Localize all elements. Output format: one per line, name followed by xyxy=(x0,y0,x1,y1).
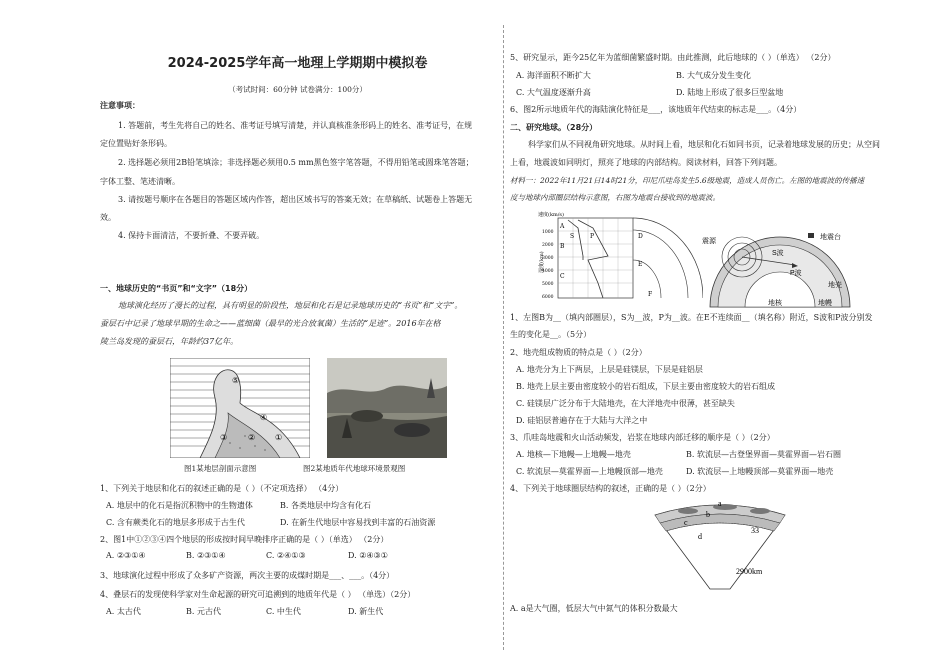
notice-line: 2. 选择题必须用2B铅笔填涂；非选择题必须用0.5 mm黑色签字笔答题，不得用铅笔或圆珠笔答题； xyxy=(118,158,474,167)
fig1-label: ④ xyxy=(260,413,268,422)
notice-line: 3. 请按题号顺序在各题目的答题区域内作答，超出区域书写的答案无效；在草稿纸、试题卷上答题无 xyxy=(118,195,473,204)
section1-intro: 陵兰岛发现的蚕层石，年龄约37亿年。 xyxy=(100,337,239,346)
depth-tick: 6000 xyxy=(542,295,554,300)
hypocenter-label: 震源 xyxy=(702,238,716,245)
figure1-caption: 图1某地层剖面示意图 xyxy=(184,464,257,473)
option-a: A. ②③①④ xyxy=(106,551,146,560)
notice-header: 注意事项： xyxy=(100,101,140,110)
layer-label-a: A xyxy=(560,223,565,230)
option-a: A. 地核—下地幔—上地幔—地壳 xyxy=(516,450,631,459)
notice-line: 1. 答题前，考生先将自己的姓名、准考证号填写清楚，并认真核准条形码上的姓名、准考证号，在规 xyxy=(118,121,473,130)
strata-profile-figure xyxy=(170,358,310,458)
depth-axis-label: 深度(km) xyxy=(539,251,545,273)
section2-header: 二、研究地球。（28分） xyxy=(510,123,598,132)
fig1-label: ⑤ xyxy=(232,376,240,385)
s2-question-4: 4、下列关于地球圈层结构的叙述，正确的是（ ）（2分） xyxy=(510,484,711,493)
option-d: D. 新生代 xyxy=(348,607,384,616)
sphere-label-a: a xyxy=(718,499,722,508)
notice-line: 字体工整、笔迹清晰。 xyxy=(100,177,180,186)
boundary-label-e: E xyxy=(638,261,643,268)
option-a: A. a是大气圈，低层大气中氮气的体积分数最大 xyxy=(510,604,678,613)
s2-question-3: 3、爪哇岛地震和火山活动频发，岩浆在地球内部迁移的顺序是（ ）（2分） xyxy=(510,433,775,442)
boundary-label-d: D xyxy=(638,233,643,240)
option-a: A. 太古代 xyxy=(106,607,141,616)
material-text: 度与地球内部圈层结构示意图，右图为地震台接收到的地震波。 xyxy=(510,193,720,202)
depth-tick: 4000 xyxy=(542,269,554,274)
option-b: B. 元古代 xyxy=(186,607,221,616)
wave-label-p: P xyxy=(590,233,595,240)
seismic-velocity-graph xyxy=(538,208,703,303)
earthquake-wave-diagram xyxy=(700,215,860,310)
s2-question-2: 2、地壳组成物质的特点是（ ）（2分） xyxy=(510,348,647,357)
figure2-caption: 图2某地质年代地球环境景观图 xyxy=(303,464,406,473)
option-b: B. ②③①④ xyxy=(186,551,226,560)
sphere-label-d: d xyxy=(698,532,702,541)
station-label: 地震台 xyxy=(820,234,841,241)
section1-header: 一、地球历史的“书页”和“文字”（18分） xyxy=(100,284,253,293)
question-5: 5、研究显示，距今25亿年为蓝细菌繁盛时期。由此推测，此后地球的（ ）（单选） （2分） xyxy=(510,53,836,62)
option-d: D. 软流层—上地幔顶部—莫霍界面—地壳 xyxy=(686,467,834,476)
option-c: C. 中生代 xyxy=(266,607,301,616)
material-text: 材料一：2022年11月21日14时21分，印尼爪哇岛发生5.6级地震，造成人员伤亡。左图的地震波的传播速 xyxy=(510,176,865,185)
option-c: C. 软流层—莫霍界面—上地幔顶部—地壳 xyxy=(516,467,663,476)
question-4: 4、叠层石的发现使科学家对生命起源的研究可追溯到的地质年代是（ ） （单选）（2分） xyxy=(100,590,416,599)
core-label: 地核 xyxy=(768,300,782,307)
option-b: B. 地壳上层主要由密度较小的岩石组成，下层主要由密度较大的岩石组成 xyxy=(516,382,775,391)
p-wave-label: P波 xyxy=(790,270,802,277)
depth-tick: 1000 xyxy=(542,230,554,235)
s2-question-1-cont: 生的变化是__。（5分） xyxy=(510,330,592,339)
s-wave-label: S波 xyxy=(772,250,784,257)
option-d: D. 陆地上形成了很多巨型盆地 xyxy=(676,88,784,97)
section2-intro: 科学家们从不同视角研究地球。从时间上看，地层和化石如同书页，记录着地球发展的历史；从空间 xyxy=(528,140,880,149)
column-divider xyxy=(503,25,504,650)
option-a: A. 地壳分为上下两层，上层是硅镁层，下层是硅铝层 xyxy=(516,365,703,374)
layer-label-c: C xyxy=(560,273,565,280)
boundary-label-f: F xyxy=(648,291,653,298)
fig1-label: ③ xyxy=(220,433,228,442)
question-1: 1、下列关于地层和化石的叙述正确的是（ ）（不定项选择） （4分） xyxy=(100,484,344,493)
depth-2900-label: 2900km xyxy=(736,567,763,576)
crust-label: 地壳 xyxy=(828,282,842,289)
depth-tick: 2000 xyxy=(542,243,554,248)
notice-line: 定位置贴好条形码。 xyxy=(100,139,172,148)
fig1-label: ① xyxy=(275,433,283,442)
exam-title: 2024-2025学年高一地理上学期期中模拟卷 xyxy=(167,56,428,71)
option-d: D. 在新生代地层中容易找到丰富的石油资源 xyxy=(280,518,436,527)
exam-meta: （考试时间：60分钟 试卷满分：100分） xyxy=(228,85,367,94)
option-a: A. 地层中的化石是指沉积物中的生物遗体 xyxy=(106,501,253,510)
option-c: C. 含有蕨类化石的地层多形成于古生代 xyxy=(106,518,245,527)
option-b: B. 各类地层中均含有化石 xyxy=(280,501,371,510)
option-c: C. 大气温度逐渐升高 xyxy=(516,88,591,97)
section2-intro: 上看，地震波如同明灯，照亮了地球的内部结构。阅读材料，回答下列问题。 xyxy=(510,158,782,167)
depth-tick: 3000 xyxy=(542,256,554,261)
section1-intro: 蚕层石中记录了地球早期的生命之——蓝细菌（最早的光合放氧菌）生活的“足迹”。2016年在格 xyxy=(100,319,441,328)
depth-33-label: 33 xyxy=(751,526,759,535)
question-2: 2、图1中①②③④四个地层的形成按时间早晚排序正确的是（ ）（单选） （2分） xyxy=(100,535,389,544)
question-3: 3、地球演化过程中形成了众多矿产资源，两次主要的成煤时期是___、___。（4分） xyxy=(100,571,395,580)
option-c: C. 硅镁层广泛分布于大陆地壳，在大洋地壳中很薄，甚至缺失 xyxy=(516,399,735,408)
option-d: D. ②④③① xyxy=(348,551,388,560)
option-a: A. 海洋面积不断扩大 xyxy=(516,71,591,80)
fig1-label: ② xyxy=(248,433,256,442)
earth-sphere-sector-figure xyxy=(650,497,790,597)
sphere-label-b: b xyxy=(706,510,710,519)
velocity-axis-label: 速度(km/s) xyxy=(538,212,564,218)
notice-line: 4. 保持卡面清洁，不要折叠、不要弄破。 xyxy=(118,231,265,240)
wave-label-s: S xyxy=(570,233,575,240)
depth-tick: 5000 xyxy=(542,282,554,287)
option-b: B. 大气成分发生变化 xyxy=(676,71,751,80)
section1-intro: 地球演化经历了漫长的过程，具有明显的阶段性，地层和化石是记录地球历史的“书页”和“文字”。 xyxy=(118,301,463,310)
question-6: 6、图2所示地质年代的海陆演化特征是___，该地质年代结束的标志是___。（4分） xyxy=(510,105,802,114)
option-d: D. 硅铝层普遍存在于大陆与大洋之中 xyxy=(516,416,648,425)
option-c: C. ②④①③ xyxy=(266,551,306,560)
s2-question-1: 1、左图B为__（填内部圈层），S为__波，P为__波。在E不连续面__（填名称）附近，S波和P波分别发 xyxy=(510,313,873,322)
geologic-landscape-image xyxy=(327,358,447,458)
mantle-label: 地幔 xyxy=(818,300,832,307)
option-b: B. 软流层—古登堡界面—莫霍界面—岩石圈 xyxy=(686,450,841,459)
notice-line: 效。 xyxy=(100,213,116,222)
layer-label-b: B xyxy=(560,243,565,250)
sphere-label-c: c xyxy=(684,518,688,527)
